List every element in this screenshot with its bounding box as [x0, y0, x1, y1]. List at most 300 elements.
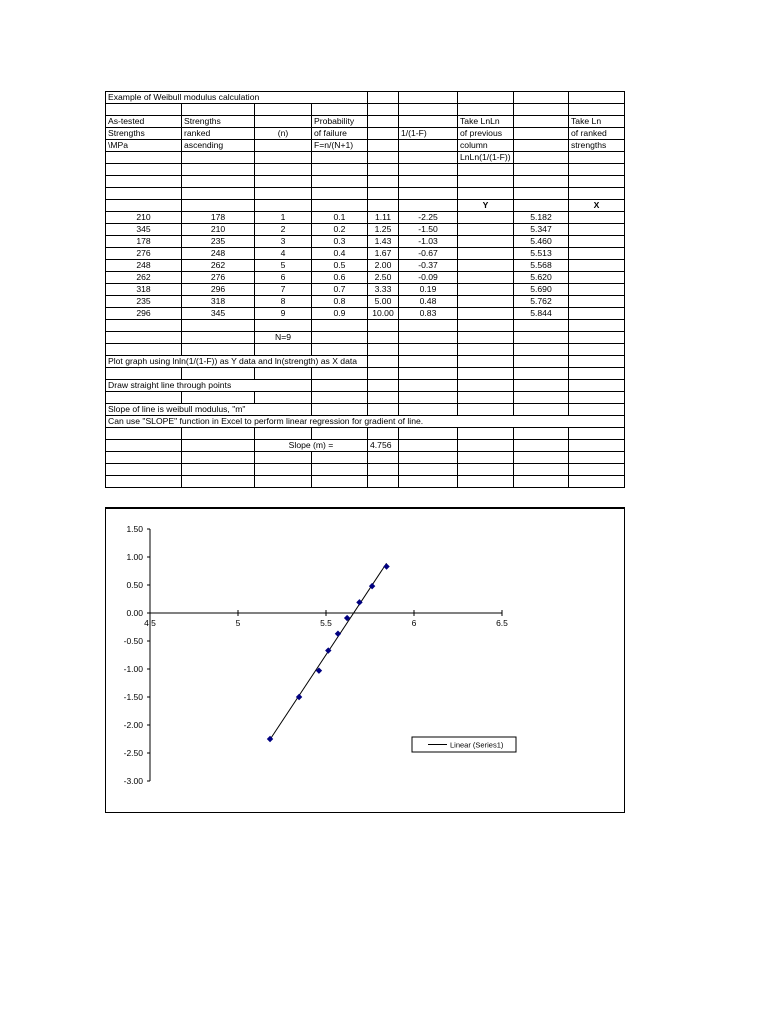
cell	[255, 164, 312, 176]
cell	[569, 404, 625, 416]
cell	[514, 320, 569, 332]
y-tick-label: 0.50	[126, 580, 143, 590]
cell	[106, 464, 182, 476]
cell	[106, 344, 182, 356]
x-tick-label: 6	[411, 618, 417, 628]
cell	[458, 92, 514, 104]
tested-strength: 210	[106, 212, 182, 224]
cell	[399, 380, 458, 392]
cell	[182, 332, 255, 344]
cell	[368, 404, 399, 416]
header-row	[106, 116, 625, 128]
cell	[569, 380, 625, 392]
cell	[368, 188, 399, 200]
cell	[569, 332, 625, 344]
cell	[312, 368, 368, 380]
probability-failure: 0.2	[312, 224, 368, 236]
cell	[514, 464, 569, 476]
cell	[569, 248, 625, 260]
cell	[569, 152, 625, 164]
header-cell: Strengths	[106, 128, 182, 140]
cell	[399, 152, 458, 164]
note-draw: Draw straight line through points	[106, 380, 312, 392]
cell	[399, 200, 458, 212]
data-row	[106, 236, 625, 248]
rank-n: 7	[255, 284, 312, 296]
header-row	[106, 152, 625, 164]
cell	[399, 452, 458, 464]
cell	[312, 428, 368, 440]
lnln-value: -1.50	[399, 224, 458, 236]
cell	[399, 344, 458, 356]
cell	[514, 404, 569, 416]
lnln-value: -1.03	[399, 236, 458, 248]
cell	[458, 356, 514, 368]
y-label: Y	[458, 200, 514, 212]
tested-strength: 296	[106, 308, 182, 320]
cell	[399, 320, 458, 332]
cell	[368, 452, 399, 464]
x-tick-label: 6.5	[496, 618, 508, 628]
cell	[399, 188, 458, 200]
cell	[399, 176, 458, 188]
data-row	[106, 272, 625, 284]
cell	[368, 356, 399, 368]
cell	[312, 380, 368, 392]
lnln-value: 0.83	[399, 308, 458, 320]
ln-strength: 5.844	[514, 308, 569, 320]
cell	[399, 428, 458, 440]
slope-label: Slope (m) =	[255, 440, 368, 452]
ln-strength: 5.690	[514, 284, 569, 296]
blank-row	[106, 368, 625, 380]
cell	[255, 188, 312, 200]
cell	[458, 212, 514, 224]
rank-n: 3	[255, 236, 312, 248]
cell	[514, 92, 569, 104]
blank-row	[106, 464, 625, 476]
note-row	[106, 416, 625, 428]
cell	[312, 392, 368, 404]
header-cell: Take Ln	[569, 116, 625, 128]
cell	[458, 344, 514, 356]
cell	[368, 464, 399, 476]
cell	[514, 368, 569, 380]
header-cell: Strengths	[182, 116, 255, 128]
cell	[458, 404, 514, 416]
cell	[514, 128, 569, 140]
y-tick-label: -2.50	[123, 748, 143, 758]
blank-row	[106, 164, 625, 176]
lnln-value: -0.09	[399, 272, 458, 284]
cell	[106, 332, 182, 344]
ranked-strength: 210	[182, 224, 255, 236]
cell	[368, 392, 399, 404]
n-total: N=9	[255, 332, 312, 344]
lnln-value: -2.25	[399, 212, 458, 224]
cell	[182, 368, 255, 380]
cell	[368, 104, 399, 116]
cell	[514, 332, 569, 344]
cell	[569, 344, 625, 356]
inverse-survival: 1.67	[368, 248, 399, 260]
cell	[458, 296, 514, 308]
weibull-chart	[105, 507, 625, 813]
x-tick-label: 5	[235, 618, 241, 628]
tested-strength: 262	[106, 272, 182, 284]
cell	[569, 476, 625, 488]
cell	[106, 188, 182, 200]
probability-failure: 0.6	[312, 272, 368, 284]
ln-strength: 5.762	[514, 296, 569, 308]
cell	[458, 440, 514, 452]
cell	[569, 224, 625, 236]
probability-failure: 0.3	[312, 236, 368, 248]
cell	[569, 452, 625, 464]
blank-row	[106, 392, 625, 404]
chart-svg	[106, 509, 624, 813]
probability-failure: 0.4	[312, 248, 368, 260]
cell	[182, 104, 255, 116]
y-tick-label: -2.00	[123, 720, 143, 730]
cell	[569, 272, 625, 284]
cell	[182, 152, 255, 164]
cell	[569, 284, 625, 296]
cell	[514, 476, 569, 488]
cell	[514, 164, 569, 176]
blank-row	[106, 428, 625, 440]
header-row	[106, 128, 625, 140]
ln-strength: 5.568	[514, 260, 569, 272]
cell	[182, 344, 255, 356]
ln-strength: 5.460	[514, 236, 569, 248]
cell	[458, 380, 514, 392]
blank-row	[106, 344, 625, 356]
cell	[368, 344, 399, 356]
cell	[458, 368, 514, 380]
cell	[458, 260, 514, 272]
rank-n: 6	[255, 272, 312, 284]
y-tick-label: 0.00	[126, 608, 143, 618]
ln-strength: 5.347	[514, 224, 569, 236]
cell	[106, 104, 182, 116]
cell	[458, 476, 514, 488]
cell	[458, 332, 514, 344]
note-row	[106, 380, 625, 392]
header-cell: (n)	[255, 128, 312, 140]
cell	[569, 392, 625, 404]
cell	[399, 104, 458, 116]
probability-failure: 0.7	[312, 284, 368, 296]
lnln-value: 0.19	[399, 284, 458, 296]
note-row	[106, 356, 625, 368]
cell	[514, 104, 569, 116]
cell	[106, 392, 182, 404]
inverse-survival: 5.00	[368, 296, 399, 308]
cell	[514, 380, 569, 392]
cell	[569, 164, 625, 176]
cell	[368, 380, 399, 392]
cell	[182, 476, 255, 488]
note-plot: Plot graph using lnln(1/(1-F)) as Y data and ln(strength) as X data	[106, 356, 368, 368]
cell	[312, 404, 368, 416]
cell	[569, 260, 625, 272]
cell	[255, 140, 312, 152]
cell	[569, 428, 625, 440]
blank-row	[106, 104, 625, 116]
cell	[255, 116, 312, 128]
header-cell: ascending	[182, 140, 255, 152]
cell	[368, 332, 399, 344]
lnln-value: -0.37	[399, 260, 458, 272]
rank-n: 5	[255, 260, 312, 272]
cell	[458, 188, 514, 200]
cell	[399, 476, 458, 488]
cell	[312, 464, 368, 476]
y-tick-label: -3.00	[123, 776, 143, 786]
y-tick-label: 1.00	[126, 552, 143, 562]
cell	[368, 176, 399, 188]
cell	[182, 320, 255, 332]
cell	[569, 320, 625, 332]
cell	[514, 116, 569, 128]
cell	[569, 296, 625, 308]
cell	[255, 392, 312, 404]
rank-n: 8	[255, 296, 312, 308]
cell	[312, 452, 368, 464]
header-cell: F=n/(N+1)	[312, 140, 368, 152]
cell	[255, 368, 312, 380]
ranked-strength: 276	[182, 272, 255, 284]
tested-strength: 345	[106, 224, 182, 236]
lnln-value: -0.67	[399, 248, 458, 260]
cell	[255, 152, 312, 164]
cell	[255, 428, 312, 440]
data-row	[106, 260, 625, 272]
cell	[182, 440, 255, 452]
cell	[399, 116, 458, 128]
cell	[458, 452, 514, 464]
header-cell: ranked	[182, 128, 255, 140]
cell	[458, 224, 514, 236]
cell	[569, 188, 625, 200]
data-row	[106, 284, 625, 296]
data-row	[106, 224, 625, 236]
header-cell: As-tested	[106, 116, 182, 128]
cell	[368, 476, 399, 488]
cell	[255, 464, 312, 476]
cell	[569, 368, 625, 380]
x-label: X	[569, 200, 625, 212]
cell	[368, 140, 399, 152]
cell	[458, 104, 514, 116]
cell	[399, 92, 458, 104]
cell	[106, 452, 182, 464]
inverse-survival: 1.25	[368, 224, 399, 236]
slope-row	[106, 440, 625, 452]
cell	[182, 428, 255, 440]
ln-strength: 5.513	[514, 248, 569, 260]
cell	[255, 176, 312, 188]
ln-strength: 5.620	[514, 272, 569, 284]
cell	[514, 200, 569, 212]
cell	[399, 368, 458, 380]
data-row	[106, 212, 625, 224]
cell	[569, 92, 625, 104]
cell	[368, 128, 399, 140]
cell	[458, 464, 514, 476]
cell	[106, 368, 182, 380]
cell	[458, 320, 514, 332]
cell	[255, 320, 312, 332]
cell	[569, 464, 625, 476]
cell	[458, 308, 514, 320]
cell	[312, 164, 368, 176]
blank-row	[106, 320, 625, 332]
cell	[399, 332, 458, 344]
ranked-strength: 262	[182, 260, 255, 272]
cell	[255, 200, 312, 212]
cell	[312, 104, 368, 116]
cell	[458, 428, 514, 440]
cell	[106, 476, 182, 488]
cell	[312, 188, 368, 200]
inverse-survival: 1.43	[368, 236, 399, 248]
lnln-value: 0.48	[399, 296, 458, 308]
inverse-survival: 10.00	[368, 308, 399, 320]
y-tick-label: -1.00	[123, 664, 143, 674]
cell	[458, 392, 514, 404]
cell	[399, 392, 458, 404]
cell	[399, 440, 458, 452]
cell	[368, 320, 399, 332]
y-tick-label: 1.50	[126, 524, 143, 534]
cell	[458, 176, 514, 188]
cell	[569, 356, 625, 368]
header-cell: column	[458, 140, 514, 152]
cell	[182, 392, 255, 404]
cell	[399, 404, 458, 416]
probability-failure: 0.8	[312, 296, 368, 308]
blank-row	[106, 188, 625, 200]
tested-strength: 178	[106, 236, 182, 248]
tested-strength: 318	[106, 284, 182, 296]
cell	[368, 164, 399, 176]
note-excel: Can use "SLOPE" function in Excel to perform linear regression for gradient of line.	[106, 416, 625, 428]
probability-failure: 0.1	[312, 212, 368, 224]
cell	[569, 236, 625, 248]
cell	[399, 164, 458, 176]
cell	[368, 428, 399, 440]
header-cell: of failure	[312, 128, 368, 140]
cell	[106, 152, 182, 164]
slope-value: 4.756	[368, 440, 399, 452]
cell	[368, 368, 399, 380]
n-total-row	[106, 332, 625, 344]
cell	[514, 392, 569, 404]
cell	[399, 140, 458, 152]
cell	[514, 188, 569, 200]
tested-strength: 276	[106, 248, 182, 260]
title-row	[106, 92, 625, 104]
cell	[312, 320, 368, 332]
cell	[106, 428, 182, 440]
cell	[312, 476, 368, 488]
cell	[514, 356, 569, 368]
blank-row	[106, 452, 625, 464]
xy-label-row	[106, 200, 625, 212]
cell	[255, 344, 312, 356]
probability-failure: 0.9	[312, 308, 368, 320]
cell	[458, 164, 514, 176]
rank-n: 9	[255, 308, 312, 320]
inverse-survival: 2.50	[368, 272, 399, 284]
cell	[458, 248, 514, 260]
header-cell: Probability	[312, 116, 368, 128]
cell	[514, 176, 569, 188]
y-tick-label: -0.50	[123, 636, 143, 646]
ranked-strength: 178	[182, 212, 255, 224]
cell	[312, 176, 368, 188]
ranked-strength: 296	[182, 284, 255, 296]
cell	[514, 152, 569, 164]
cell	[569, 212, 625, 224]
cell	[368, 116, 399, 128]
tested-strength: 248	[106, 260, 182, 272]
inverse-survival: 1.11	[368, 212, 399, 224]
rank-n: 2	[255, 224, 312, 236]
cell	[399, 356, 458, 368]
data-point	[335, 631, 341, 637]
cell	[399, 464, 458, 476]
blank-row	[106, 476, 625, 488]
cell	[182, 176, 255, 188]
y-tick-label: -1.50	[123, 692, 143, 702]
sheet-title: Example of Weibull modulus calculation	[106, 92, 368, 104]
cell	[255, 104, 312, 116]
ln-strength: 5.182	[514, 212, 569, 224]
cell	[182, 200, 255, 212]
cell	[368, 200, 399, 212]
cell	[182, 452, 255, 464]
cell	[569, 308, 625, 320]
cell	[255, 452, 312, 464]
cell	[106, 164, 182, 176]
data-row	[106, 296, 625, 308]
header-cell: strengths	[569, 140, 625, 152]
data-row	[106, 248, 625, 260]
cell	[182, 188, 255, 200]
cell	[514, 440, 569, 452]
cell	[106, 200, 182, 212]
header-cell: LnLn(1/(1-F))	[458, 152, 514, 164]
data-point	[383, 563, 389, 569]
cell	[458, 236, 514, 248]
cell	[106, 440, 182, 452]
blank-row	[106, 176, 625, 188]
tested-strength: 235	[106, 296, 182, 308]
cell	[182, 164, 255, 176]
cell	[182, 464, 255, 476]
legend-label: Linear (Series1)	[450, 740, 504, 750]
ranked-strength: 235	[182, 236, 255, 248]
ranked-strength: 318	[182, 296, 255, 308]
cell	[312, 200, 368, 212]
rank-n: 4	[255, 248, 312, 260]
cell	[368, 92, 399, 104]
cell	[106, 176, 182, 188]
cell	[514, 452, 569, 464]
